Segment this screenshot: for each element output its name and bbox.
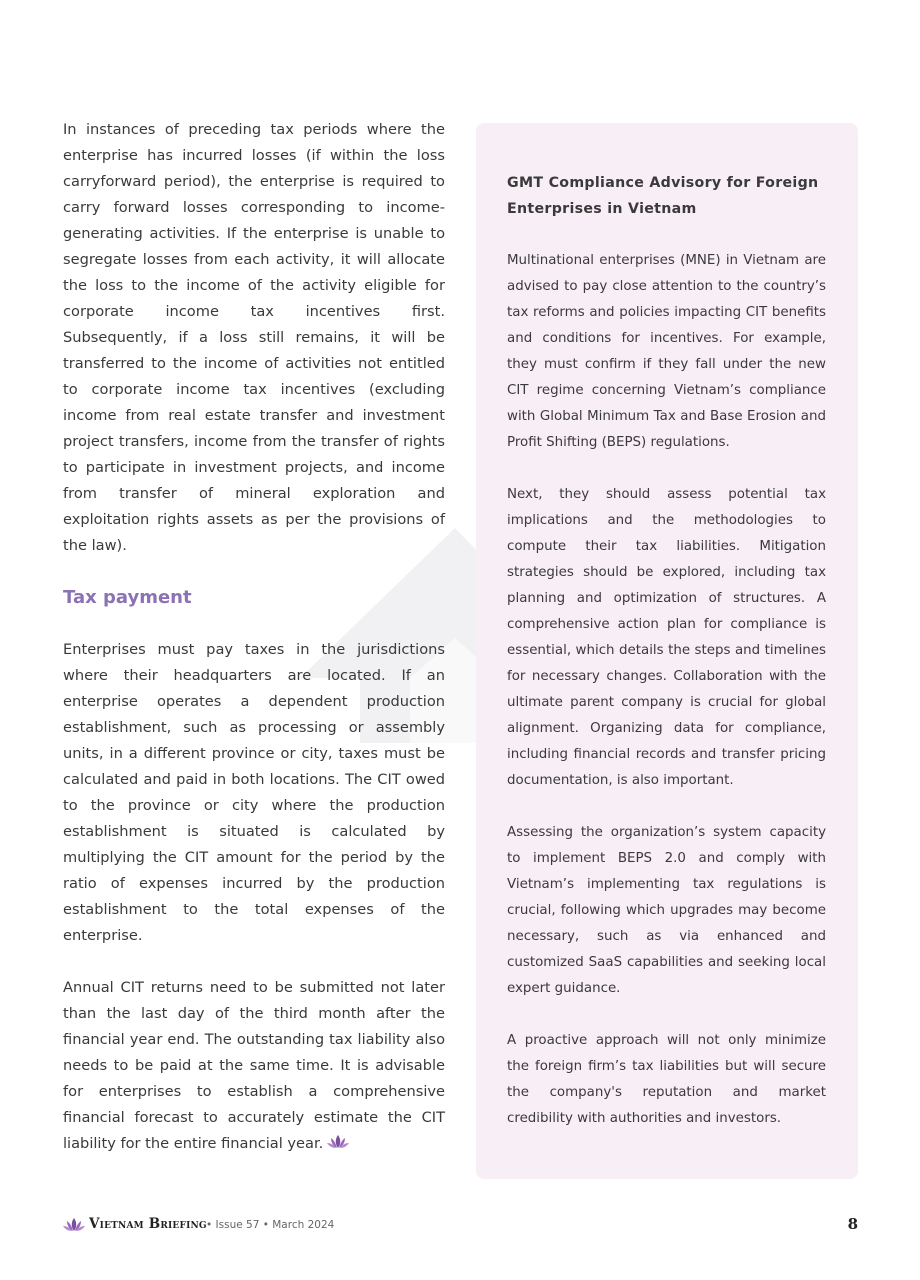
tax-payment-paragraph: Enterprises must pay taxes in the jurisdictions where their headquarters are located. If an enterprise operates a dependent production establishment, such as processing or assembly units, in a different province or city, taxes must be calculated and paid in both locations. The CIT owed to the province or city where the production establishment is situated is calculated by multiplying the CIT amount for the period by the ratio of expenses incurred by the production establishment to the total expenses of the enterprise. — [63, 641, 445, 944]
page-number: 8 — [847, 1215, 858, 1233]
cit-returns-text: Annual CIT returns need to be submitted not later than the last day of the third month after the financial year end. The outstanding tax liability also needs to be paid at the same time. It is advisable for enterprises to establish a comprehensive financial forecast to accurately estimate the CIT liability for the entire financial year. — [63, 979, 445, 1152]
sidebar-paragraph: Assessing the organization’s system capacity to implement BEPS 2.0 and comply with Vietnam’s implementing tax regulations is crucial, following which upgrades may become necessary, such as via enhanced and customized SaaS capabilities and seeking local expert guidance. — [507, 825, 826, 996]
sidebar-paragraph: Next, they should assess potential tax implications and the methodologies to compute their tax liabilities. Mitigation strategies should be explored, including tax planning and optimization of structures. A comprehensive action plan for compliance is essential, which details the steps and timelines for necessary changes. Collaboration with the ultimate parent company is crucial for global alignment. Organizing data for compliance, including financial records and transfer pricing documentation, is also important. — [507, 487, 826, 788]
intro-paragraph: In instances of preceding tax periods where the enterprise has incurred losses (if within the loss carryforward period), the enterprise is required to carry forward losses corresponding to income-generating activities. If the enterprise is unable to segregate losses from each activity, it will allocate the loss to the income of the activity eligible for corporate income tax incentives first. Subsequently, if a loss still remains, it will be transferred to the income of activities not entitled to corporate income tax incentives (excluding income from real estate transfer and investment project transfers, income from the transfer of rights to participate in investment projects, and income from transfer of mineral exploration and exploitation rights assets as per the provisions of the law). — [63, 121, 445, 554]
page-footer — [63, 1214, 858, 1238]
publication-brand: Vietnam Briefing — [89, 1216, 207, 1232]
sidebar-paragraph: Multinational enterprises (MNE) in Vietnam are advised to pay close attention to the country’s tax reforms and policies impacting CIT benefits and conditions for incentives. For example, they must confirm if they fall under the new CIT regime concerning Vietnam’s compliance with Global Minimum Tax and Base Erosion and Profit Shifting (BEPS) regulations. — [507, 253, 826, 450]
sidebar-paragraph: A proactive approach will not only minimize the foreign firm’s tax liabilities but will secure the company's reputation and market credibility with authorities and investors. — [507, 1033, 826, 1126]
cit-returns-paragraph — [63, 975, 445, 1157]
section-heading-tax-payment: Tax payment — [63, 587, 192, 608]
main-column — [63, 117, 445, 1157]
advisory-sidebar — [476, 123, 858, 1179]
lotus-logo-icon — [63, 1217, 85, 1233]
sidebar-title: GMT Compliance Advisory for Foreign Enterprises in Vietnam — [507, 175, 819, 217]
lotus-logo-icon — [327, 1134, 349, 1150]
issue-info: • Issue 57 • March 2024 — [206, 1219, 335, 1231]
